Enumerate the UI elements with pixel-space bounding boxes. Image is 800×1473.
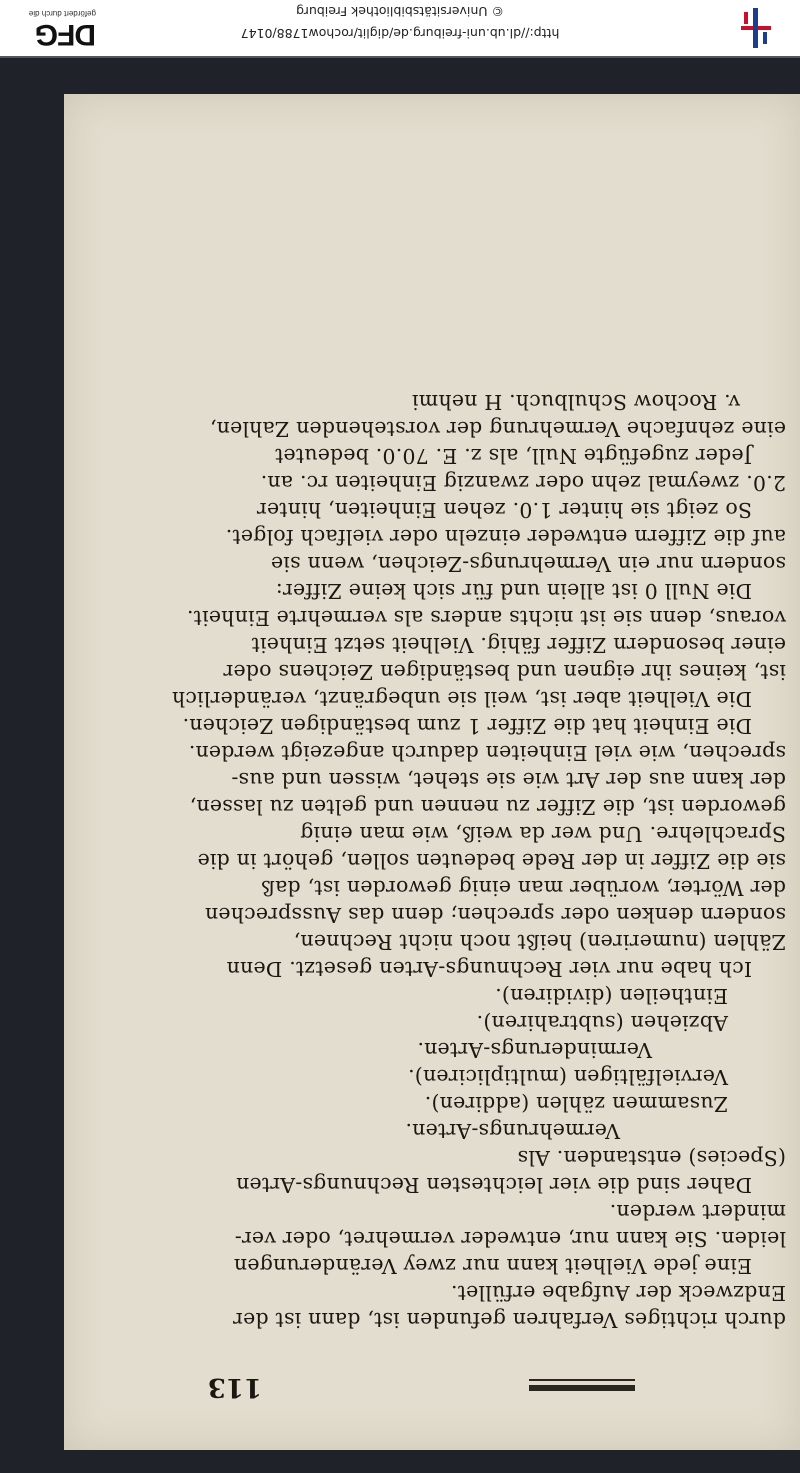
text-line: Zusammen zählen (addiren). [424,1092,728,1116]
text-line: sie die Ziffer in der Rede bedeuten sollen, gehört in die [197,849,786,873]
text-line: Abziehen (subtrahiren). [476,1011,728,1035]
text-line: leiden. Sie kann nur, entweder vermehret, oder ver- [234,1227,786,1251]
dfg-logo-text: DFG [35,18,96,51]
text-line: sondern nur ein Vermehrungs-Zeichen, wenn sie [270,552,786,576]
text-line: Die Einheit hat die Ziffer 1 zum beständigen Zeichen. [182,714,752,738]
text-line: einer besondern Ziffer fähig. Vielheit setzt Einheit [251,633,786,657]
viewer-header [0,0,800,56]
text-line: sondern denken oder sprechen; denn das Aussprechen [204,903,786,927]
dfg-tagline: gefördert durch die [28,9,96,18]
text-line: Verminderungs-Arten. [417,1038,652,1062]
page-url[interactable]: http://dl.ub.uni-freiburg.de/diglit/rochow1788/0147 [240,26,560,41]
text-line: voraus, denn sie ist nichts anders als vermehrte Einheit. [186,606,786,630]
text-line: durch richtiges Verfahren gefunden ist, dann ist der [232,1308,786,1332]
text-line: Eintheilen (dividiren). [494,984,728,1008]
text-line: eine zehnfache Vermehrung der vorstehenden Zahlen, [209,417,786,441]
scanned-page [64,94,800,1450]
text-line: Ich habe nur vier Rechnungs-Arten gesetzt. Denn [226,957,752,981]
page-number: 113 [207,1372,262,1402]
text-line: ist, keines ihr eignen und beständigen Zeichens oder [223,660,786,684]
text-line: Jeder zugefügte Null, als z. E. 70.0. bedeutet [274,444,752,468]
text-line: mindert werden. [609,1200,786,1224]
page-content-upside-down [64,94,800,1450]
text-line: sprechen, wie viel Einheiten dadurch angezeigt werden. [188,741,786,765]
text-line: 2.0. zweymal zehn oder zwanzig Einheiten rc. an. [260,471,786,495]
copyright-text: © Universitätsbibliothek Freiburg [296,4,504,19]
text-line: Vervielfältigen (multipliciren). [407,1065,728,1089]
text-line: (Species) entstanden. Als [517,1146,786,1170]
library-logo-icon [738,6,774,50]
text-line: der kann aus der Art wie sie stehet, wissen und aus- [231,768,786,792]
text-line: Die Null 0 ist allein und für sich keine Ziffer: [275,579,752,603]
text-line: Vermehrungs-Arten. [405,1119,620,1143]
text-line: v. Rochow Schulbuch. H nehmi [411,390,740,414]
header-rule-thin [529,1379,635,1381]
header-separator [0,56,800,58]
text-line: Eine jede Vielheit kann nur zwey Veränderungen [233,1254,752,1278]
text-line: Endzweck der Aufgabe erfüllet. [450,1281,786,1305]
text-line: geworden ist, die Ziffer zu nennen und gelten zu lassen, [189,795,786,819]
text-line: So zeigt sie hinter 1.0. zehen Einheiten, hinter [256,498,752,522]
text-line: Daher sind die vier leichtesten Rechnungs-Arten [235,1173,752,1197]
text-line: der Wörter, worüber man einig geworden ist, daß [261,876,786,900]
header-rule [529,1385,635,1391]
text-line: Die Vielheit aber ist, weil sie unbegränzt, veränderlich [171,687,752,711]
text-line: Zählen (numeriren) heißt noch nicht Rechnen, [293,930,786,954]
text-line: Sprachlehre. Und wer da weiß, wie man einig [300,822,786,846]
text-line: auf die Ziffern entweder einzeln oder vielfach folget. [225,525,786,549]
